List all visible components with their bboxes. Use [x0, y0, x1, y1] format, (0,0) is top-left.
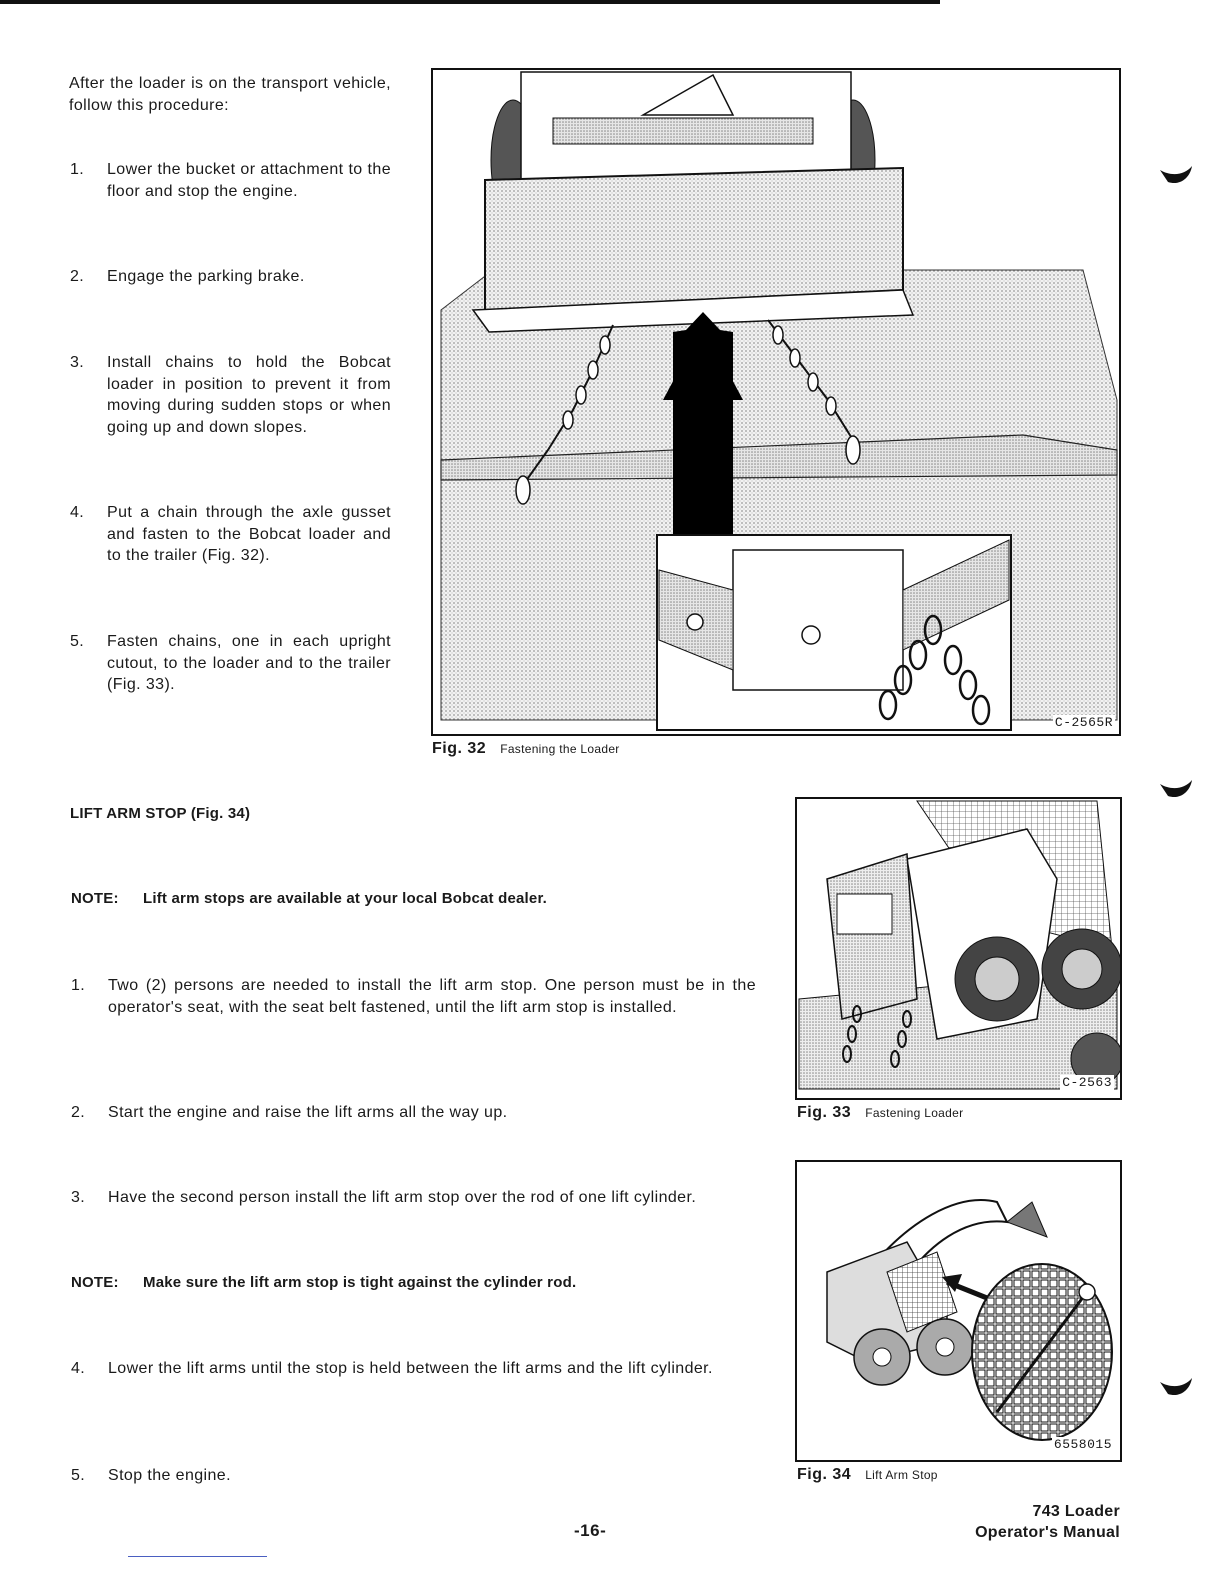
figure-caption-text: Lift Arm Stop	[865, 1468, 938, 1482]
figure-32	[431, 68, 1121, 736]
step-number: 1.	[71, 977, 86, 994]
note-2	[71, 1274, 576, 1291]
figure-33-caption	[797, 1104, 963, 1122]
footer-rule	[128, 1556, 267, 1557]
figure-caption-text: Fastening Loader	[865, 1106, 964, 1120]
loader-on-trailer-illustration	[797, 799, 1120, 1098]
step-text: Lower the lift arms until the stop is held between the lift arms and the lift cylinder.	[108, 1360, 713, 1377]
loader-chained-illustration	[433, 70, 1119, 734]
intro-text: After the loader is on the transport vehicle, follow this procedure:	[69, 75, 391, 114]
footer-title	[975, 1501, 1120, 1543]
binder-hole-icon	[1158, 778, 1194, 800]
note-text: Make sure the lift arm stop is tight against the cylinder rod.	[143, 1274, 577, 1291]
step-number: 5.	[70, 633, 85, 650]
step-text: Start the engine and raise the lift arms all the way up.	[108, 1104, 508, 1121]
step-number: 3.	[70, 354, 85, 371]
step-text: Stop the engine.	[108, 1467, 231, 1484]
step-number: 4.	[70, 504, 85, 521]
figure-number: Fig. 34	[797, 1466, 852, 1483]
section-heading: LIFT ARM STOP (Fig. 34)	[70, 805, 251, 822]
note-1	[71, 890, 547, 907]
step-number: 2.	[70, 268, 85, 285]
binder-hole-icon	[1158, 164, 1194, 186]
note-label: NOTE:	[71, 890, 119, 907]
figure-code: 6558015	[1053, 1437, 1112, 1452]
step-text: Have the second person install the lift arm stop over the rod of one lift cylinder.	[108, 1189, 697, 1206]
figure-caption-text: Fastening the Loader	[500, 742, 620, 756]
note-text: Lift arm stops are available at your local Bobcat dealer.	[143, 890, 548, 907]
step-text: Put a chain through the axle gusset and fasten to the Bobcat loader and to the trailer (Fig. 32).	[107, 504, 391, 564]
footer-line-2: Operator's Manual	[975, 1524, 1120, 1541]
figure-code: C-2565R	[1054, 715, 1113, 730]
step-number: 4.	[71, 1360, 86, 1377]
figure-number: Fig. 33	[797, 1104, 852, 1121]
step-number: 3.	[71, 1189, 86, 1206]
top-rule	[0, 0, 940, 4]
step-text: Install chains to hold the Bobcat loader in position to prevent it from moving during sudden stops or when going up and down slopes.	[107, 354, 391, 436]
figure-number: Fig. 32	[432, 740, 487, 757]
footer-line-1: 743 Loader	[1032, 1503, 1120, 1520]
figure-33	[795, 797, 1122, 1100]
lift-arm-stop-illustration	[797, 1162, 1120, 1460]
step-text: Fasten chains, one in each upright cutout, to the loader and to the trailer (Fig. 33).	[107, 633, 391, 693]
figure-code: C-2563	[1062, 1075, 1112, 1090]
step-text: Two (2) persons are needed to install the lift arm stop. One person must be in the operator's seat, with the seat belt fastened, until the lift arm stop is installed.	[108, 977, 756, 1016]
step-text: Lower the bucket or attachment to the floor and stop the engine.	[107, 161, 391, 200]
page-number: -16-	[574, 1521, 607, 1540]
note-label: NOTE:	[71, 1274, 119, 1291]
binder-hole-icon	[1158, 1376, 1194, 1398]
figure-34-caption	[797, 1466, 938, 1484]
step-number: 2.	[71, 1104, 86, 1121]
figure-32-caption	[432, 740, 620, 758]
step-number: 5.	[71, 1467, 86, 1484]
figure-34	[795, 1160, 1122, 1462]
step-number: 1.	[70, 161, 85, 178]
step-text: Engage the parking brake.	[107, 268, 305, 285]
